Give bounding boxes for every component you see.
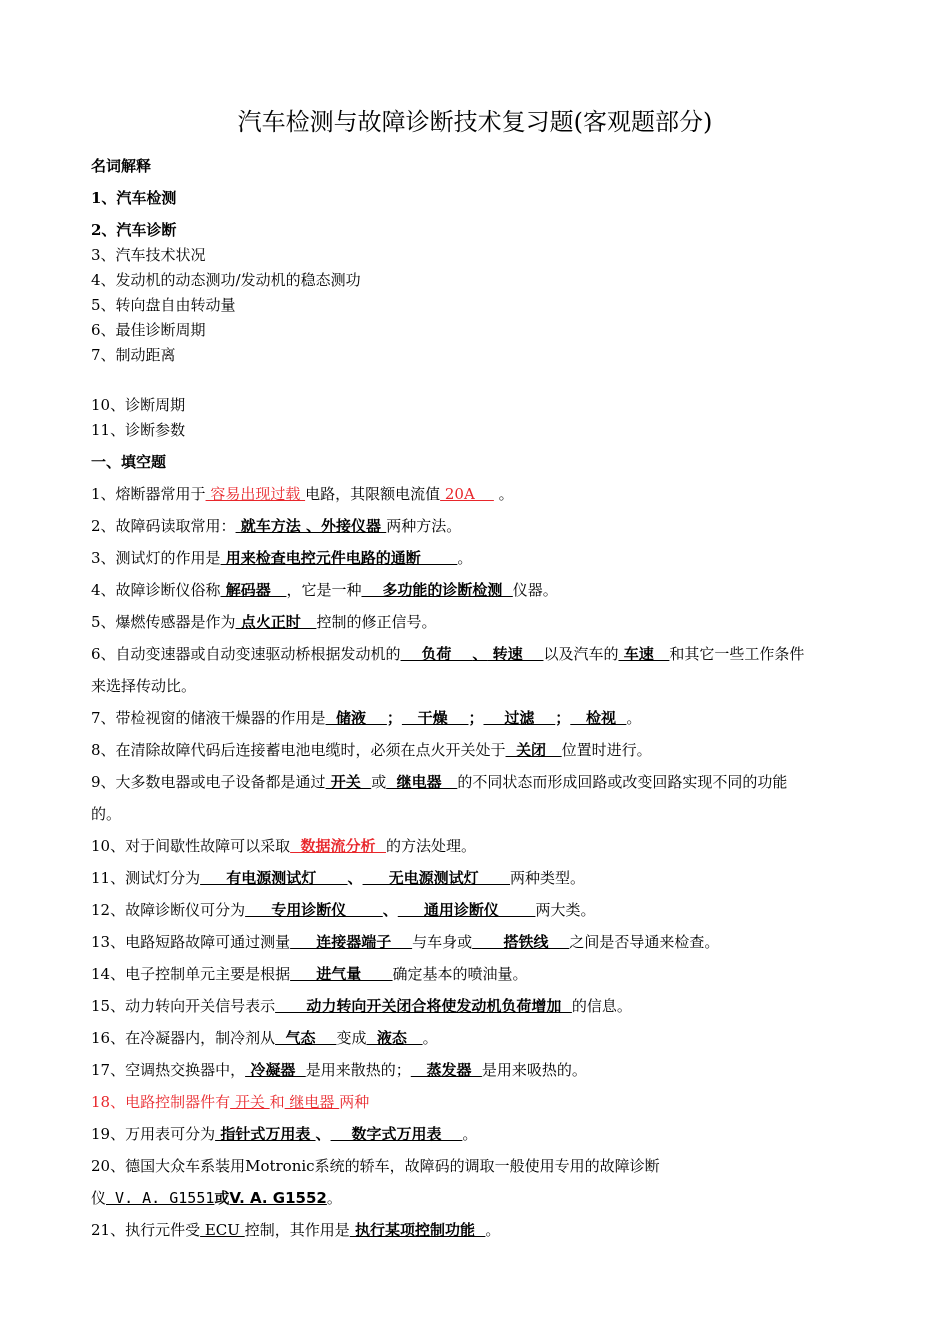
question-text: 。	[626, 709, 642, 727]
question-text: 13、电路短路故障可通过测量	[91, 933, 291, 951]
answer-blank: 数据流分析	[290, 837, 386, 855]
answer-blank: 连接器端子	[290, 933, 413, 951]
question-text: 9、大多数电器或电子设备都是通过	[91, 773, 326, 791]
question-text: 的方法处理。	[385, 837, 476, 855]
question-text: 是用来吸热的。	[481, 1061, 587, 1079]
term-item: 5、转向盘自由转动量	[91, 296, 236, 314]
answer-blank: 动力转向开关闭合将使发动机负荷增加	[275, 997, 572, 1015]
answer-blank: 就车方法	[235, 517, 306, 535]
question-15	[91, 994, 632, 1018]
answer-blank: 专用诊断仪	[245, 901, 383, 919]
question-text: 12、故障诊断仪可分为	[91, 901, 246, 919]
question-text: 仪	[91, 1189, 107, 1207]
answer-blank: 转速	[487, 645, 544, 663]
answer-blank: 开关	[230, 1093, 270, 1111]
question-text: 。	[462, 1125, 478, 1143]
question-text: 以及汽车的	[543, 645, 619, 663]
term-item: 6、最佳诊断周期	[91, 321, 206, 339]
question-text: 。	[485, 1221, 501, 1239]
question-text: 10、对于间歇性故障可以采取	[91, 837, 291, 855]
question-18	[91, 1090, 369, 1114]
answer-blank: 继电器	[284, 1093, 340, 1111]
answer-blank: 多功能的诊断检测	[361, 581, 513, 599]
question-text: 17、空调热交换器中，	[91, 1061, 246, 1079]
answer-blank: 冷凝器	[245, 1061, 306, 1079]
question-8	[91, 738, 652, 762]
answer-blank: 点火正时	[235, 613, 317, 631]
question-text: 两种	[339, 1093, 370, 1111]
question-text: 19、万用表可分为	[91, 1125, 216, 1143]
answer-blank: 执行某项控制功能	[349, 1221, 486, 1239]
question-text: 或	[371, 773, 387, 791]
question-text: 控制的修正信号。	[316, 613, 437, 631]
question-text: 15、动力转向开关信号表示	[91, 997, 276, 1015]
document-title: 汽车检测与故障诊断技术复习题(客观题部分)	[237, 108, 713, 136]
answer-blank: 无电源测试灯	[362, 869, 511, 887]
question-text: 控制，其作用是	[244, 1221, 350, 1239]
separator: ；	[386, 709, 402, 727]
question-text: 4、故障诊断仪俗称	[91, 581, 221, 599]
fill-heading: 一、填空题	[91, 453, 167, 471]
question-text: 仪器。	[512, 581, 558, 599]
question-text: 位置时进行。	[561, 741, 652, 759]
question-text: 16、在冷凝器内，制冷剂从	[91, 1029, 276, 1047]
separator: ；	[468, 709, 484, 727]
question-21	[91, 1218, 500, 1242]
question-1	[91, 482, 514, 506]
question-text: 之间是否导通来检查。	[569, 933, 720, 951]
separator: 、	[315, 1125, 331, 1143]
question-text: 变成	[336, 1029, 367, 1047]
question-7	[91, 706, 641, 730]
answer-blank: 储液	[325, 709, 387, 727]
separator: 、	[347, 869, 363, 887]
answer-blank: 蒸发器	[410, 1061, 482, 1079]
answer-blank: ECU	[200, 1221, 245, 1239]
answer-blank: V. A. G1552	[229, 1189, 327, 1207]
term-item: 1、汽车检测	[91, 189, 177, 207]
question-text: 18、电路控制器件有	[91, 1093, 231, 1111]
question-13	[91, 930, 719, 954]
answer-blank: 检视	[570, 709, 627, 727]
question-text: 的信息。	[571, 997, 632, 1015]
answer-blank: 继电器	[386, 773, 458, 791]
question-text: 。	[493, 485, 514, 503]
term-item: 4、发动机的动态测功/发动机的稳态测功	[91, 271, 361, 289]
question-9-continued: 的。	[91, 805, 122, 823]
answer-blank: 负荷	[400, 645, 473, 663]
question-text: 11、测试灯分为	[91, 869, 201, 887]
terms-heading: 名词解释	[91, 157, 152, 175]
term-item: 3、汽车技术状况	[91, 246, 206, 264]
question-text: 14、电子控制单元主要是根据	[91, 965, 291, 983]
answer-blank: 数字式万用表	[330, 1125, 463, 1143]
question-3	[91, 546, 472, 570]
answer-blank: 干燥	[401, 709, 469, 727]
question-text: 1、熔断器常用于	[91, 485, 206, 503]
answer-blank: 解码器	[220, 581, 287, 599]
answer-blank: 20A	[440, 485, 494, 503]
separator: ；	[555, 709, 571, 727]
answer-blank: 用来检查电控元件电路的通断	[220, 549, 458, 567]
question-text: ，它是一种	[286, 581, 362, 599]
question-text: 是用来散热的；	[305, 1061, 411, 1079]
term-item: 2、汽车诊断	[91, 221, 177, 239]
question-16	[91, 1026, 438, 1050]
question-text: 和	[269, 1093, 285, 1111]
question-text: 与车身或	[412, 933, 473, 951]
question-text: 21、执行元件受	[91, 1221, 201, 1239]
answer-blank: 容易出现过载	[205, 485, 306, 503]
question-text: 。	[326, 1189, 342, 1207]
question-text: 两种方法。	[386, 517, 462, 535]
question-11	[91, 866, 585, 890]
answer-blank: 过滤	[483, 709, 556, 727]
question-text: 和其它一些工作条件	[669, 645, 805, 663]
answer-blank: 通用诊断仪	[397, 901, 536, 919]
answer-blank: 关闭	[505, 741, 562, 759]
answer-blank: 、	[472, 645, 488, 663]
question-20: 20、德国大众车系装用Motronic系统的轿车，故障码的调取一般使用专用的故障诊断	[91, 1157, 660, 1175]
answer-blank: 搭铁线	[472, 933, 570, 951]
separator: 、	[382, 901, 398, 919]
question-text: 2、故障码读取常用：	[91, 517, 236, 535]
answer-blank: 有电源测试灯	[200, 869, 348, 887]
question-text: 电路，其限额电流值	[305, 485, 441, 503]
question-text: 3、测试灯的作用是	[91, 549, 221, 567]
term-item: 11、诊断参数	[91, 421, 186, 439]
question-12	[91, 898, 595, 922]
question-text: 两大类。	[535, 901, 596, 919]
question-text: 或	[214, 1189, 230, 1207]
question-6	[91, 642, 804, 666]
answer-blank: 指针式万用表	[215, 1125, 316, 1143]
term-item: 7、制动距离	[91, 346, 176, 364]
question-4	[91, 578, 558, 602]
question-text: 。	[422, 1029, 438, 1047]
question-text: 的不同状态而形成回路或改变回路实现不同的功能	[457, 773, 788, 791]
question-10	[91, 834, 476, 858]
answer-blank: 、	[306, 517, 322, 535]
answer-blank: 车速	[618, 645, 670, 663]
answer-blank: 开关	[325, 773, 372, 791]
answer-blank: 液态	[366, 1029, 423, 1047]
question-text: 8、在清除故障代码后连接蓄电池电缆时，必须在点火开关处于	[91, 741, 506, 759]
question-text: 确定基本的喷油量。	[392, 965, 528, 983]
answer-blank: V. A. G1551	[106, 1189, 215, 1207]
question-20-continued	[91, 1186, 342, 1210]
question-text: 7、带检视窗的储液干燥器的作用是	[91, 709, 326, 727]
question-text: 两种类型。	[510, 869, 586, 887]
question-5	[91, 610, 436, 634]
term-item: 10、诊断周期	[91, 396, 186, 414]
answer-blank: 气态	[275, 1029, 337, 1047]
question-14	[91, 962, 528, 986]
answer-blank: 外接仪器	[321, 517, 387, 535]
question-text: 。	[457, 549, 473, 567]
question-text: 6、自动变速器或自动变速驱动桥根据发动机的	[91, 645, 401, 663]
question-9	[91, 770, 787, 794]
question-2	[91, 514, 461, 538]
answer-blank: 进气量	[290, 965, 393, 983]
question-17	[91, 1058, 587, 1082]
question-text: 5、爆燃传感器是作为	[91, 613, 236, 631]
question-19	[91, 1122, 477, 1146]
question-6-continued: 来选择传动比。	[91, 677, 197, 695]
